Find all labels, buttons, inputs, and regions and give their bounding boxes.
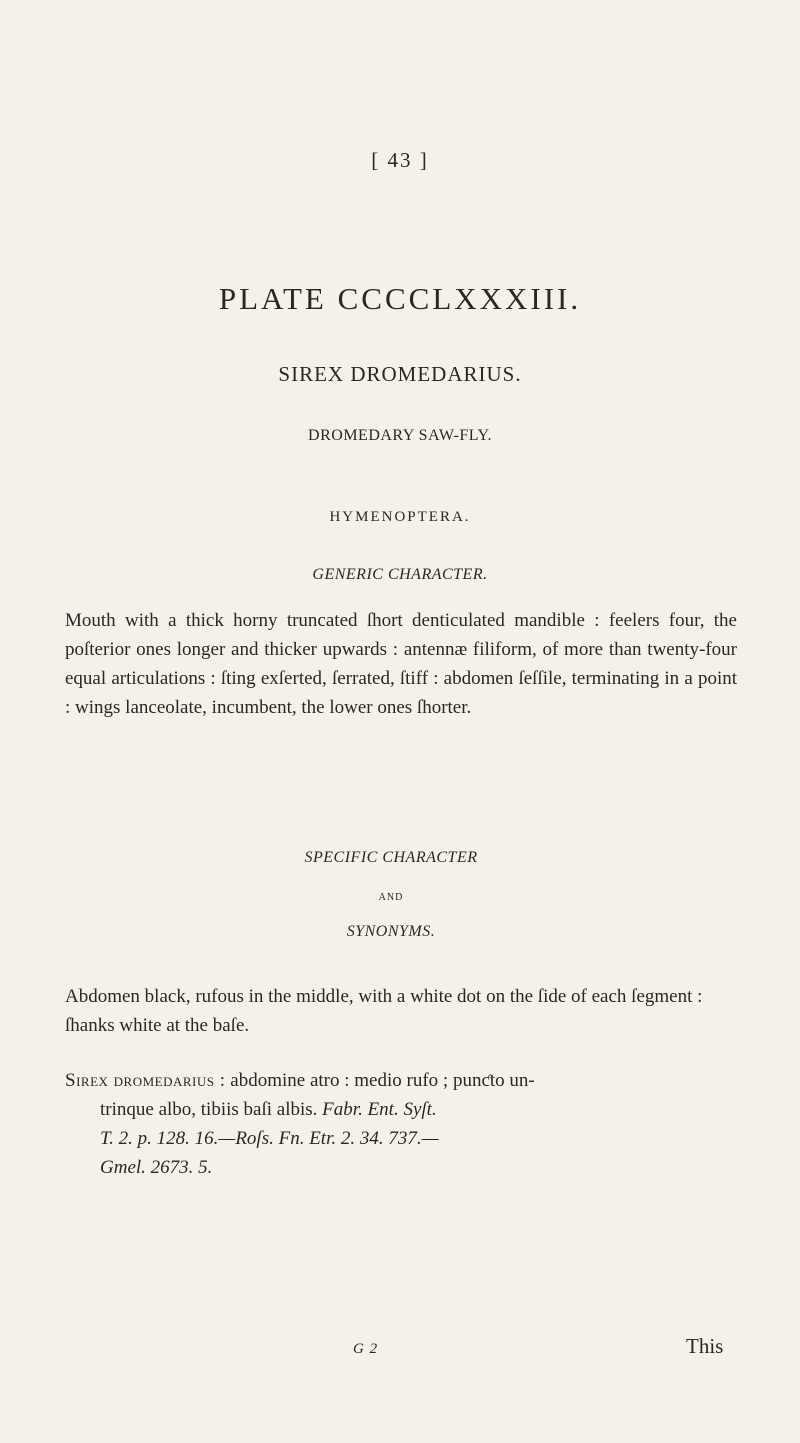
synonym-lead	[65, 1070, 535, 1091]
order-name: HYMENOPTERA.	[329, 509, 471, 525]
species-title: SIREX DROMEDARIUS.	[278, 362, 522, 386]
synonym-line-2	[65, 1095, 755, 1124]
synonym-ref-fabricius: Fabr. Ent. Syſt.	[322, 1099, 437, 1120]
specific-character-text: Abdomen black, rufous in the middle, with a white dot on the ſide of each ſegment : ſhanks white at the baſe.	[65, 986, 703, 1036]
synonym-line-3	[65, 1124, 755, 1153]
specific-character-heading: SPECIFIC CHARACTER	[304, 849, 478, 866]
synonym-line-4: Gmel. 2673. 5.	[100, 1157, 213, 1178]
synonym-name: Sirex dromedarius :	[65, 1070, 226, 1091]
synonym-line-3-b: 2. 34. 737.—	[340, 1128, 439, 1149]
synonym-entry	[65, 1066, 755, 1182]
synonym-ref-rossi: Roſs. Fn. Etr.	[235, 1128, 337, 1149]
signature-mark: G 2	[353, 1341, 379, 1357]
and-word: AND	[378, 892, 404, 903]
synonyms-heading: SYNONYMS.	[346, 923, 436, 940]
generic-character-heading: GENERIC CHARACTER.	[312, 566, 488, 583]
page-number: [ 43 ]	[371, 148, 429, 172]
common-name: DROMEDARY SAW-FLY.	[308, 427, 492, 444]
synonym-line-2-text: trinque albo, tibiis baſi albis.	[100, 1099, 318, 1120]
synonym-line-3-a: T. 2. p. 128. 16.—	[100, 1128, 236, 1149]
plate-title: PLATE CCCCLXXXIII.	[218, 281, 582, 316]
synonym-line-1: abdomine atro : medio rufo ; punƈto un-	[230, 1070, 535, 1091]
catchword: This	[686, 1334, 724, 1358]
generic-character-text: Mouth with a thick horny truncated ſhort denticulated mandible : feelers four, the poſterior ones longer and thicker upwards : antennæ filiform, of more than twenty-four equal articulations : ſting exſerted, ſerrated, ſtiff : abdomen ſeſſile, terminating in a point : wings lanceolate, incumbent, the lower ones ſhorter.	[65, 610, 737, 718]
